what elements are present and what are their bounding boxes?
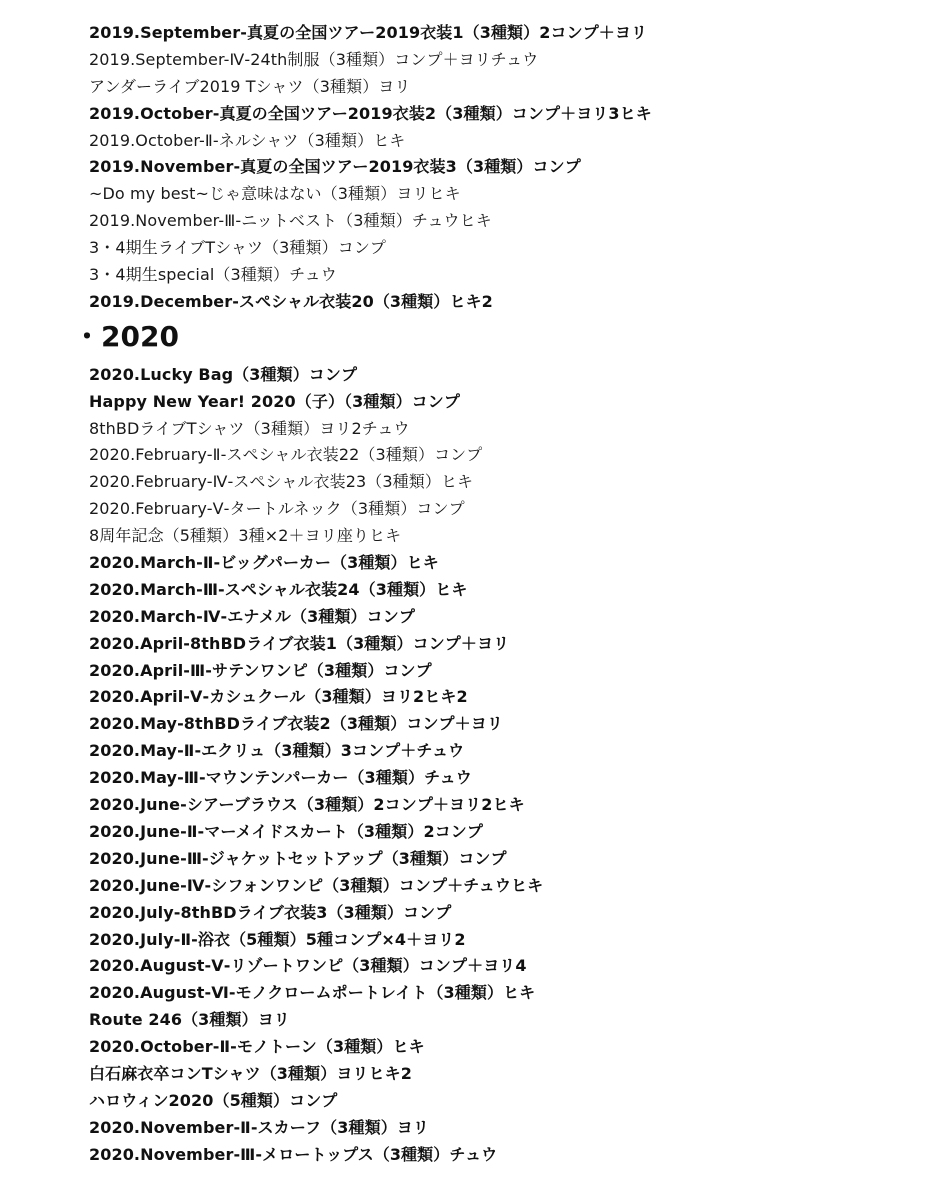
list-item: 2019.October-真夏の全国ツアー2019衣装2（3種類）コンプ＋ヨリ3ヒキ [89,103,652,123]
list-item: 3・4期生ライブTシャツ（3種類）コンプ [89,238,387,258]
section-2019 [89,20,929,316]
list-item: 2020.November-Ⅲ-メロートップス（3種類）チュウ [89,1144,498,1164]
list-item: 2020.May-Ⅱ-エクリュ（3種類）3コンプ＋チュウ [89,741,465,761]
list-item: 2020.July-Ⅱ-浴衣（5種類）5種コンプ×4＋ヨリ2 [89,929,466,949]
list-item: 2019.September-Ⅳ-24th制服（3種類）コンプ＋ヨリチュウ [89,49,539,69]
list-item: ハロウィン2020（5種類）コンプ [89,1090,338,1110]
list-item: 2020.February-Ⅳ-スペシャル衣装23（3種類）ヒキ [89,472,474,492]
list-item: 2020.August-Ⅵ-モノクロームポートレイト（3種類）ヒキ [89,983,536,1003]
year-heading-2020: ・2020 [73,319,179,353]
list-item: 3・4期生special（3種類）チュウ [89,265,337,285]
list-item: 2020.August-Ⅴ-リゾートワンピ（3種類）コンプ＋ヨリ4 [89,956,527,976]
list-item: Route 246（3種類）ヨリ [89,1010,290,1030]
list-item: 2020.March-Ⅲ-スペシャル衣装24（3種類）ヒキ [89,579,468,599]
list-item: 2020.June-Ⅳ-シフォンワンピ（3種類）コンプ＋チュウヒキ [89,875,544,895]
list-item: 2020.Lucky Bag（3種類）コンプ [89,364,358,384]
photo-collection-list [73,20,929,1169]
list-item: 2020.February-Ⅴ-タートルネック（3種類）コンプ [89,499,465,519]
list-item: 2019.October-Ⅱ-ネルシャツ（3種類）ヒキ [89,130,406,150]
list-item: 2020.July-8thBDライブ衣装3（3種類）コンプ [89,902,452,922]
list-item: 2020.June-Ⅲ-ジャケットセットアップ（3種類）コンプ [89,848,507,868]
list-item: 2020.October-Ⅱ-モノトーン（3種類）ヒキ [89,1037,425,1057]
list-item: 2020.April-Ⅲ-サテンワンピ（3種類）コンプ [89,660,432,680]
list-item: 白石麻衣卒コンTシャツ（3種類）ヨリヒキ2 [89,1063,412,1083]
list-item: ~Do my best~じゃ意味はない（3種類）ヨリヒキ [89,184,461,204]
list-item: 8周年記念（5種類）3種×2＋ヨリ座りヒキ [89,526,402,546]
list-item: 2020.June-Ⅱ-マーメイドスカート（3種類）2コンプ [89,821,484,841]
list-item: 2020.November-Ⅱ-スカーフ（3種類）ヨリ [89,1117,429,1137]
list-item: 8thBDライブTシャツ（3種類）ヨリ2チュウ [89,418,410,438]
list-item: 2019.December-スペシャル衣装20（3種類）ヒキ2 [89,291,493,311]
list-item: 2020.March-Ⅱ-ビッグパーカー（3種類）ヒキ [89,553,439,573]
list-item: 2020.June-シアーブラウス（3種類）2コンプ＋ヨリ2ヒキ [89,795,525,815]
list-item: 2020.March-Ⅳ-エナメル（3種類）コンプ [89,606,415,626]
list-item: Happy New Year! 2020（子）（3種類）コンプ [89,391,460,411]
list-item: 2020.April-Ⅴ-カシュクール（3種類）ヨリ2ヒキ2 [89,687,468,707]
list-item: 2019.November-Ⅲ-ニットベスト（3種類）チュウヒキ [89,211,492,231]
list-item: アンダーライブ2019 Tシャツ（3種類）ヨリ [89,76,411,96]
section-2020 [89,362,929,1169]
list-item: 2020.May-Ⅲ-マウンテンパーカー（3種類）チュウ [89,768,472,788]
list-item: 2020.April-8thBDライブ衣装1（3種類）コンプ＋ヨリ [89,633,510,653]
list-item: 2019.November-真夏の全国ツアー2019衣装3（3種類）コンプ [89,157,581,177]
list-item: 2020.February-Ⅱ-スペシャル衣装22（3種類）コンプ [89,445,483,465]
list-item: 2020.May-8thBDライブ衣装2（3種類）コンプ＋ヨリ [89,714,503,734]
list-item: 2019.September-真夏の全国ツアー2019衣装1（3種類）2コンプ＋ヨリ [89,23,648,42]
